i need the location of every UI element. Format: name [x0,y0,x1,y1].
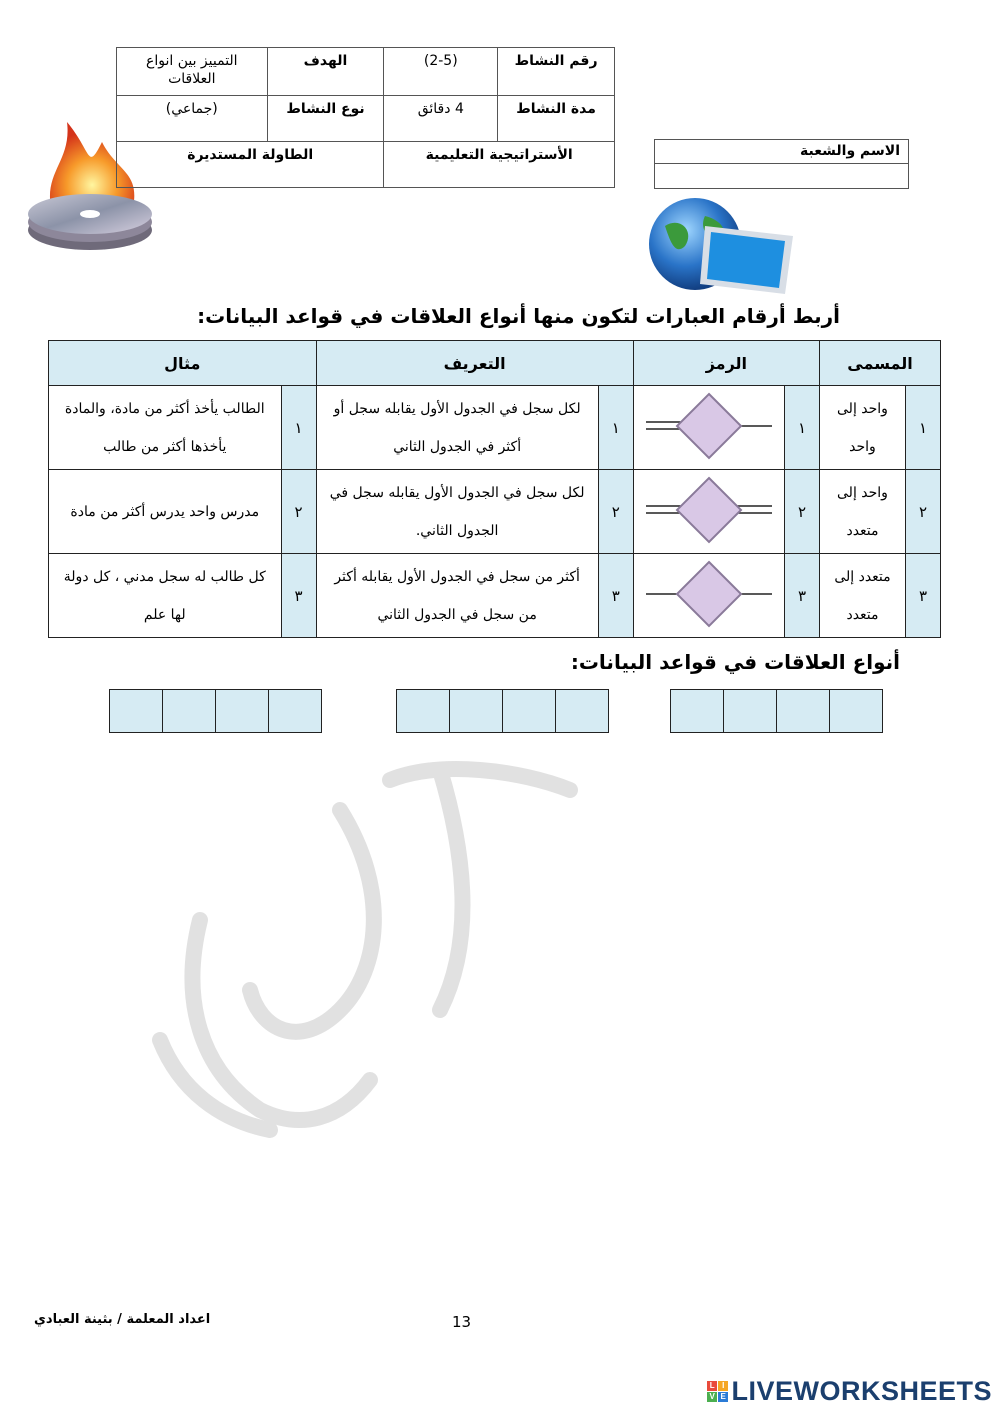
duration-label: مدة النشاط [498,96,615,142]
type-value: (جماعي) [117,96,268,142]
definition-text: لكل سجل في الجدول الأول يقابله سجل في الجدول الثاني. [316,470,598,554]
globe-computer-icon [645,196,800,296]
answer-box[interactable] [502,690,555,732]
relations-table [48,340,941,638]
table-row [49,554,941,638]
header-name: المسمى [819,341,940,386]
answer-box[interactable] [162,690,215,732]
row-number: ١ [598,386,633,470]
activity-no-value: (2-5) [384,48,498,96]
row-number: ١ [906,386,941,470]
strategy-value: الطاولة المستديرة [117,142,384,188]
row-number: ٣ [906,554,941,638]
answer-box[interactable] [397,690,449,732]
answer-box[interactable] [110,690,162,732]
answer-box[interactable] [723,690,776,732]
definition-text: أكثر من سجل في الجدول الأول يقابله أكثر من سجل في الجدول الثاني [316,554,598,638]
row-number: ٢ [598,470,633,554]
brand-logo [707,1376,992,1407]
row-number: ٢ [784,470,819,554]
instruction-heading: أربط أرقام العبارات لتكون منها أنواع العلاقات في قواعد البيانات: [197,304,840,328]
one-to-one-symbol-icon [644,559,774,629]
relation-name: واحد إلى متعدد [819,470,905,554]
page-number: 13 [452,1313,472,1331]
header-example: مثال [49,341,317,386]
type-label: نوع النشاط [267,96,384,142]
symbol-cell [633,470,784,554]
answer-box[interactable] [268,690,321,732]
row-number: ٣ [598,554,633,638]
strategy-label: الأستراتيجية التعليمية [384,142,615,188]
signature-watermark [140,750,620,1140]
name-label: الاسم والشعبة [655,140,908,164]
duration-value: 4 دقائق [384,96,498,142]
activity-no-label: رقم النشاط [498,48,615,96]
example-text: مدرس واحد يدرس أكثر من مادة [49,470,282,554]
table-row [49,386,941,470]
header-symbol: الرمز [633,341,819,386]
goal-value: التمييز بين انواع العلاقات [117,48,268,96]
brand-name: LIVEWORKSHEETS [731,1376,992,1406]
relations-types-heading: أنواع العلاقات في قواعد البيانات: [570,650,900,674]
answer-box[interactable] [555,690,608,732]
answer-group-middle [396,689,609,733]
example-text: الطالب يأخذ أكثر من مادة، والمادة يأخذها أكثر من طالب [49,386,282,470]
logo-letter: V [707,1392,717,1402]
logo-letter: I [718,1381,728,1391]
answer-box[interactable] [776,690,829,732]
row-number: ٣ [281,554,316,638]
row-number: ١ [784,386,819,470]
definition-text: لكل سجل في الجدول الأول يقابله سجل أو أكثر في الجدول الثاني [316,386,598,470]
activity-info-table [116,47,615,188]
name-input-area[interactable] [655,164,908,188]
name-section-box [654,139,909,189]
author-credit: اعداد المعلمة / بثينة العبادي [34,1312,211,1327]
table-row [49,470,941,554]
answer-box[interactable] [449,690,502,732]
one-to-many-symbol-icon [644,391,774,461]
row-number: ١ [281,386,316,470]
symbol-cell [633,386,784,470]
goal-label: الهدف [267,48,384,96]
answer-box[interactable] [829,690,882,732]
logo-letter: E [718,1392,728,1402]
header-definition: التعريف [316,341,633,386]
answer-box[interactable] [671,690,723,732]
answer-group-right [670,689,883,733]
relation-name: واحد إلى واحد [819,386,905,470]
relation-name: متعدد إلى متعدد [819,554,905,638]
row-number: ٣ [784,554,819,638]
row-number: ٢ [906,470,941,554]
logo-letter: L [707,1381,717,1391]
many-to-many-symbol-icon [644,475,774,545]
example-text: كل طالب له سجل مدني ، كل دولة لها علم [49,554,282,638]
answer-box[interactable] [215,690,268,732]
symbol-cell [633,554,784,638]
brand-logo-icon [707,1381,728,1402]
row-number: ٢ [281,470,316,554]
answer-group-left [109,689,322,733]
